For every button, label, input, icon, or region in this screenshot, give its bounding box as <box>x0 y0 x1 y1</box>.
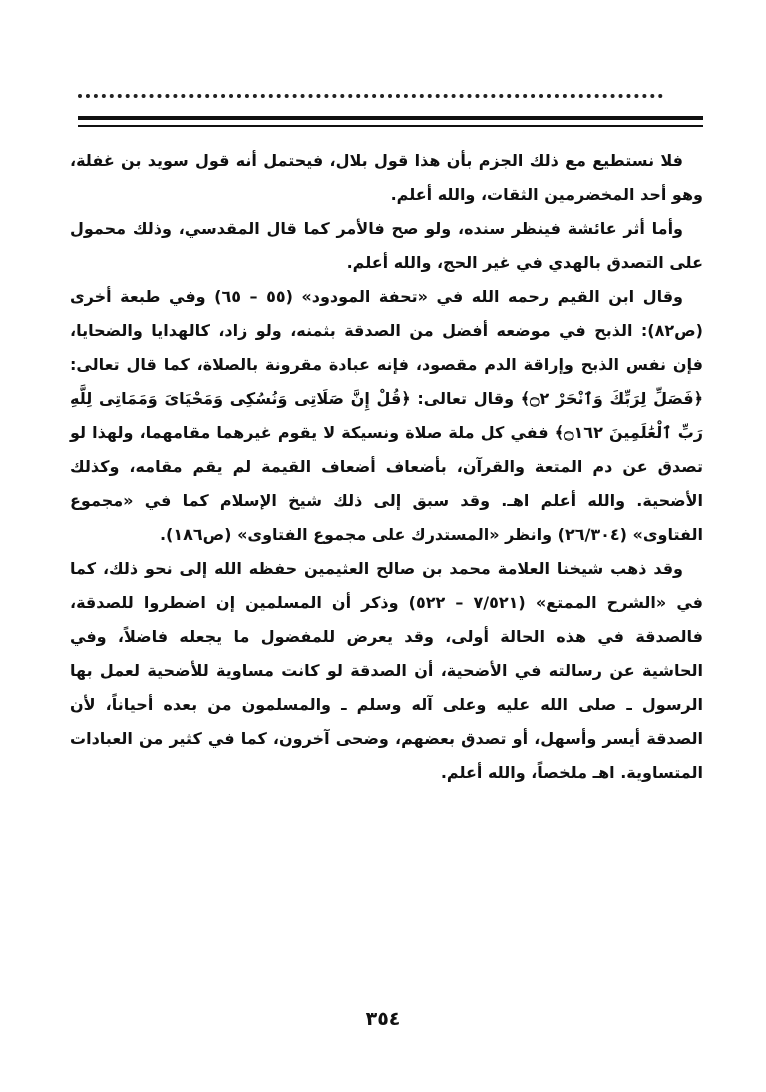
dotted-header-line <box>78 94 663 98</box>
header-rule-thick <box>78 116 703 120</box>
page-number: ٣٥٤ <box>365 1008 401 1030</box>
paragraph-4: وقد ذهب شيخنا العلامة محمد بن صالح العثيمين حفظه الله إلى نحو ذلك، كما في «الشرح الممتع» (٧/٥٢١ – ٥٢٢) وذكر أن المسلمين إن اضطروا للصدقة، فالصدقة في هذه الحالة أولى، وقد يعرض للمفضول ما يجعله فاضلاً، وفي الحاشية عن رسالته في الأضحية، أن الصدقة لو كانت مساوية للأضحية لعمل بها الرسول ـ صلى الله عليه وعلى آله وسلم ـ والمسلمون من بعده أحياناً، لأن الصدقة أيسر وأسهل، أو تصدق بعضهم، وضحى آخرون، كما في كثير من العبادات المتساوية. اهـ ملخصاً، والله أعلم. <box>70 559 704 782</box>
paragraph-2: وأما أثر عائشة فينظر سنده، ولو صح فالأمر كما قال المقدسي، وذلك محمول على التصدق بالهدي في غير الحج، والله أعلم. <box>70 219 703 272</box>
paragraph-3: وقال ابن القيم رحمه الله في «تحفة المودود» (٥٥ – ٦٥) وفي طبعة أخرى (ص٨٢): الذبح في موضعه أفضل من الصدقة بثمنه، ولو زاد، كالهدايا والضحايا، فإن نفس الذبح وإراقة الدم مقصود، فإنه عبادة مقرونة بالصلاة، كما قال تعالى: ﴿فَصَلِّ لِرَبِّكَ وَٱنْحَرْ ۝٢﴾ وقال تعالى: ﴿قُلْ إِنَّ صَلَاتِى وَنُسُكِى وَمَحْيَاىَ وَمَمَاتِى لِلَّهِ رَبِّ ٱلْعَٰلَمِينَ ۝١٦٢﴾ ففي كل ملة صلاة ونسيكة لا يقوم غيرهما مقامهما، ولهذا لو تصدق عن دم المتعة والقرآن، بأضعاف أضعاف القيمة لم يقم مقامه، وكذلك الأضحية. والله أعلم اهـ. وقد سبق إلى ذلك شيخ الإسلام كما في «مجموع الفتاوى» (٢٦/٣٠٤) وانظر «المستدرك على مجموع الفتاوى» (ص١٨٦). <box>70 287 704 544</box>
body-text <box>70 144 703 790</box>
header-rule-thin <box>78 125 703 127</box>
paragraph-1: فلا نستطيع مع ذلك الجزم بأن هذا قول بلال، فيحتمل أنه قول سويد بن غفلة، وهو أحد المخضرمين الثقات، والله أعلم. <box>70 151 703 204</box>
